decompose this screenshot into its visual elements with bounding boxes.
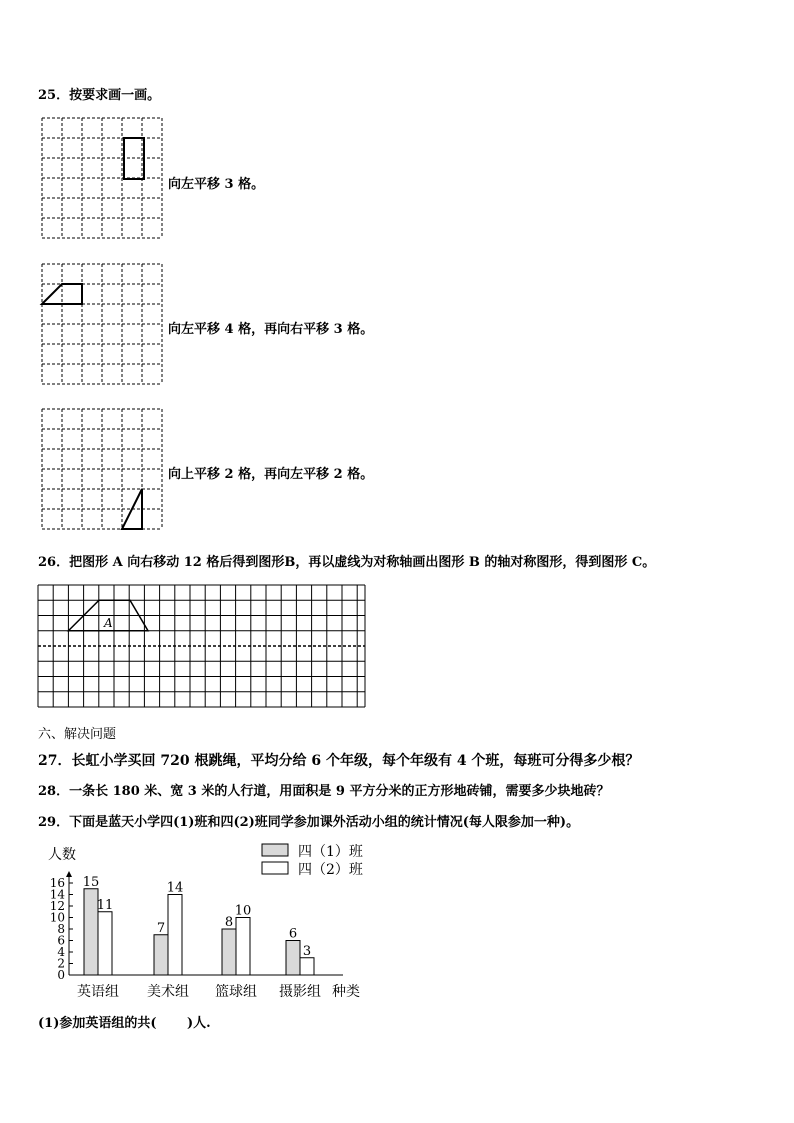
q25-instruction-3: 向上平移 2 格，再向左平移 2 格。 [168,467,374,482]
bar-value-label: 14 [166,880,184,896]
q25-instruction-1: 向左平移 3 格。 [168,177,265,192]
y-tick-label: 6 [57,933,65,948]
y-tick-label: 0 [57,968,65,982]
grid-q26 [38,585,368,709]
grid-3 [42,409,164,531]
bar [300,958,314,975]
q25-title: 25．按要求画一画。 [38,88,161,103]
bar-value-label: 6 [288,926,298,942]
bar [286,941,300,976]
x-axis-label: 种类 [332,984,360,1000]
shape-a-label: A [104,616,113,630]
q28-text: 28．一条长 180 米、宽 3 米的人行道，用面积是 9 平方分米的正方形地砖铺，需要多少块地砖？ [38,784,610,799]
q26-text: 26．把图形 A 向右移动 12 格后得到图形B，再以虚线为对称轴画出图形 B 的轴对称图形，得到图形 C。 [38,555,656,570]
legend-swatch [262,862,288,874]
bar [236,918,250,976]
y-tick-label: 16 [49,876,65,890]
bar-value-label: 8 [224,915,234,930]
y-tick-label: 10 [49,910,65,925]
y-tick-label: 2 [57,956,65,971]
y-tick-label: 12 [49,899,65,913]
bar-value-label: 3 [302,943,312,959]
y-tick-label: 4 [57,945,65,959]
bar-value-label: 7 [156,920,166,936]
y-tick-label: 8 [57,922,65,936]
bar-value-label: 11 [96,897,114,913]
legend-label: 四（2）班 [298,862,363,878]
bar-value-label: 10 [234,903,252,919]
q29-text: 29．下面是蓝天小学四(1)班和四(2)班同学参加课外活动小组的统计情况(每人限参加一种)。 [38,815,580,830]
q25-instruction-2: 向左平移 4 格，再向右平移 3 格。 [168,322,374,337]
grid-2 [42,264,164,386]
bar [98,912,112,975]
bar [222,929,236,975]
section-6-title: 六、解决问题 [38,727,117,742]
grid-1 [42,118,164,240]
x-tick-label: 美术组 [147,984,189,1000]
y-tick-label: 14 [49,887,65,902]
x-tick-label: 英语组 [77,984,119,1000]
bar [168,895,182,976]
bar-value-label: 15 [82,874,100,890]
q27-text: 27．长虹小学买回 720 根跳绳，平均分给 6 个年级，每个年级有 4 个班，每班可分得多少根？ [38,753,640,769]
bar [154,935,168,975]
q29-sub1: (1)参加英语组的共( )人. [38,1016,211,1031]
legend-swatch [262,844,288,856]
y-axis-arrow [66,871,72,877]
legend-label: 四（1）班 [298,844,363,860]
y-axis-label: 人数 [48,847,76,863]
x-tick-label: 篮球组 [215,984,257,1000]
activity-bar-chart [40,840,380,1005]
x-tick-label: 摄影组 [279,984,321,1000]
